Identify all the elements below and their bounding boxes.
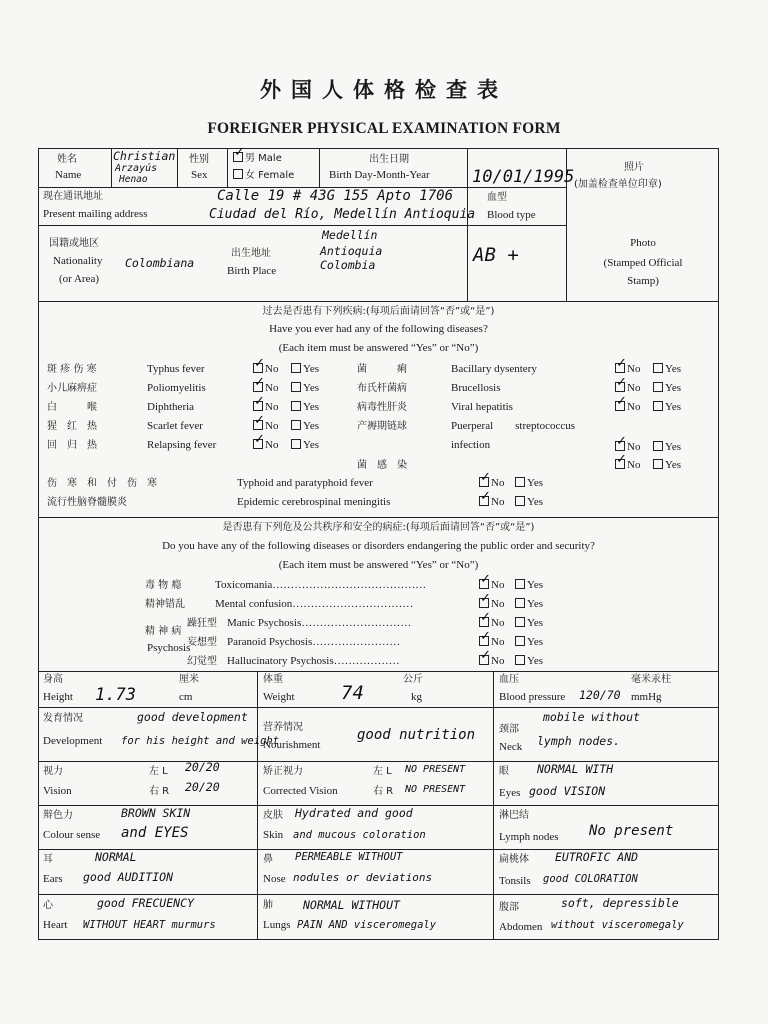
exam-form	[38, 148, 719, 940]
typhus-yes-checkbox[interactable]	[291, 363, 301, 373]
disorder-paranoid: Paranoid Psychosis……………………	[227, 636, 401, 648]
manic-no[interactable]: ✓ No	[479, 617, 504, 630]
diphtheria-no[interactable]: ✓ No	[253, 401, 278, 414]
dysentery-no[interactable]: ✓ No	[615, 363, 640, 376]
colour-sense-label-cn: 辩色力	[43, 810, 73, 821]
corrected-vision-right-value: NO PRESENT	[405, 784, 466, 795]
disease-typhus-cn: 斑 疹 伤 寒	[47, 364, 97, 375]
corrected-vision-label-cn: 矫正视力	[263, 766, 303, 777]
skin-value-2: and mucous coloration	[293, 829, 426, 841]
nationality-label-cn: 国籍或地区	[49, 238, 99, 249]
dysentery-yes[interactable]: Yes	[653, 363, 681, 376]
disorder-manic: Manic Psychosis…………………………	[227, 617, 412, 629]
nose-value-2: nodules or deviations	[293, 871, 433, 884]
disorder-confusion: Mental confusion……………………………	[215, 598, 414, 610]
manic-yes[interactable]: Yes	[515, 617, 543, 630]
relapsing-no-checkbox[interactable]	[253, 439, 263, 449]
sex-female-option[interactable]: 女 Female	[233, 169, 294, 182]
abdomen-value-1: soft, depressible	[561, 896, 679, 910]
hepatitis-yes-checkbox[interactable]	[653, 401, 663, 411]
birth-label: Birth Day-Month-Year	[329, 169, 430, 181]
eyes-value-2: good VISION	[529, 784, 606, 798]
psychosis-label: Psychosis	[147, 642, 191, 654]
address-label: Present mailing address	[43, 208, 148, 220]
nationality-label-area: (or Area)	[59, 273, 100, 285]
sex-male-option[interactable]: ✓男 Male	[233, 152, 282, 165]
photo-label: Photo	[630, 237, 656, 249]
diphtheria-yes[interactable]: Yes	[291, 401, 319, 414]
puerperal-no-checkbox[interactable]	[615, 441, 625, 451]
disorder-toxicomania: Toxicomania……………………………………	[215, 579, 427, 591]
disorder-toxicomania-cn: 毒 物 瘾	[145, 580, 182, 591]
scarlet-yes[interactable]: Yes	[291, 420, 319, 433]
confusion-yes-checkbox[interactable]	[515, 598, 525, 608]
blood-type-label-cn: 血型	[487, 192, 507, 203]
birthplace-line2: Antioquia	[320, 244, 383, 258]
address-line2: Ciudad del Río, Medellín Antioquia	[209, 207, 476, 222]
female-checkbox[interactable]	[233, 169, 243, 179]
meningitis-no-checkbox[interactable]	[479, 496, 489, 506]
hallucinatory-no[interactable]: ✓ No	[479, 655, 504, 668]
disease-typhoid-cn: 伤 寒 和 付 伤 寒	[47, 478, 157, 489]
nationality-value: Colombiana	[125, 256, 195, 270]
name-value-surname: Arzayús	[115, 163, 158, 174]
disease-diphtheria-cn: 白 喉	[47, 402, 97, 413]
typhoid-no[interactable]: ✓ No	[479, 477, 504, 490]
disease-dysentery: Bacillary dysentery	[451, 363, 537, 375]
meningitis-yes-checkbox[interactable]	[515, 496, 525, 506]
brucellosis-yes-checkbox[interactable]	[653, 382, 663, 392]
birthplace-label-cn: 出生地址	[231, 248, 271, 259]
neck-value-1: mobile without	[543, 710, 640, 724]
scarlet-no[interactable]: ✓ No	[253, 420, 278, 433]
birthplace-line1: Medellín	[322, 228, 378, 242]
hepatitis-no[interactable]: ✓ No	[615, 401, 640, 414]
height-label-cn: 身高	[43, 674, 63, 685]
lungs-label: Lungs	[263, 919, 291, 931]
psychosis-label-cn: 精 神 病	[145, 626, 182, 637]
tonsils-value-1: EUTROFIC AND	[555, 850, 639, 864]
corrected-vision-left-value: NO PRESENT	[405, 764, 466, 775]
heart-label-cn: 心	[43, 900, 53, 911]
polio-no-checkbox[interactable]	[253, 382, 263, 392]
heart-value-1: good FRECUENCY	[97, 896, 194, 910]
weight-unit: kg	[411, 691, 422, 703]
typhoid-no-checkbox[interactable]	[479, 477, 489, 487]
blood-type-value: AB +	[473, 244, 519, 266]
disorder-paranoid-cn: 妄想型	[187, 637, 217, 648]
typhoid-yes[interactable]: Yes	[515, 477, 543, 490]
toxicomania-no[interactable]: ✓ No	[479, 579, 504, 592]
ears-value-1: NORMAL	[95, 850, 137, 864]
polio-yes[interactable]: Yes	[291, 382, 319, 395]
confusion-no[interactable]: ✓ No	[479, 598, 504, 611]
meningitis-yes[interactable]: Yes	[515, 496, 543, 509]
birthplace-line3: Colombia	[320, 258, 376, 272]
disease-polio: Poliomyelitis	[147, 382, 206, 394]
height-unit-cn: 厘米	[179, 674, 199, 685]
nourishment-label: Nourishment	[263, 739, 321, 751]
bp-label: Blood pressure	[499, 691, 566, 703]
sex-label-cn: 性别	[189, 154, 209, 165]
development-label: Development	[43, 735, 103, 747]
ears-label: Ears	[43, 873, 63, 885]
address-line1: Calle 19 # 43G 155 Apto 1706	[217, 188, 454, 204]
disorders-header-cn: 是否患有下列危及公共秩序和安全的病症:(每项后面请回答“否”或“是”)	[222, 522, 535, 533]
vision-label-cn: 视力	[43, 766, 63, 777]
vision-right-value: 20/20	[185, 780, 220, 794]
typhus-yes[interactable]: Yes	[291, 363, 319, 376]
disease-diphtheria: Diphtheria	[147, 401, 195, 413]
photo-stamp-label-2: Stamp)	[627, 275, 659, 287]
blood-type-label: Blood type	[487, 209, 536, 221]
manic-no-checkbox[interactable]	[479, 617, 489, 627]
form-title-cn: 外国人体格检查表	[260, 78, 508, 102]
polio-no[interactable]: ✓ No	[253, 382, 278, 395]
development-label-cn: 发育情况	[43, 713, 83, 724]
disorders-header-note: (Each item must be answered “Yes” or “No”)	[278, 559, 479, 571]
bp-value: 120/70	[579, 688, 621, 702]
manic-yes-checkbox[interactable]	[515, 617, 525, 627]
lymph-nodes-label: Lymph nodes	[499, 831, 559, 843]
address-label-cn: 现在通讯地址	[43, 191, 103, 202]
neck-label: Neck	[499, 741, 523, 753]
relapsing-no[interactable]: ✓ No	[253, 439, 278, 452]
disorders-header-en: Do you have any of the following diseases or disorders endangering the public order and security?	[162, 540, 595, 552]
eyes-label-cn: 眼	[499, 766, 509, 777]
disease-hepatitis: Viral hepatitis	[451, 401, 513, 413]
paranoid-no-checkbox[interactable]	[479, 636, 489, 646]
disease-scarlet: Scarlet fever	[147, 420, 203, 432]
disease-puerperal-infection: infection	[451, 439, 491, 451]
disease-puerperal-cn: 产褥期链球	[357, 421, 407, 432]
typhus-no-checkbox[interactable]	[253, 363, 263, 373]
disorder-hallucinatory-cn: 幻觉型	[187, 656, 217, 667]
brucellosis-yes[interactable]: Yes	[653, 382, 681, 395]
development-value-1: good development	[137, 710, 248, 724]
disease-typhus: Typhus fever	[147, 363, 205, 375]
photo-note-cn: (加盖检查单位印章)	[574, 179, 662, 190]
weight-value: 74	[341, 682, 364, 704]
toxicomania-no-checkbox[interactable]	[479, 579, 489, 589]
colour-sense-value-2: and EYES	[121, 825, 189, 841]
confusion-yes[interactable]: Yes	[515, 598, 543, 611]
brucellosis-no-checkbox[interactable]	[615, 382, 625, 392]
male-checkbox[interactable]	[233, 152, 243, 162]
disorder-confusion-cn: 精神错乱	[145, 599, 185, 610]
name-label-cn: 姓名	[57, 154, 77, 165]
eyes-label: Eyes	[499, 787, 521, 799]
disease-brucellosis: Brucellosis	[451, 382, 501, 394]
eyes-value-1: NORMAL WITH	[537, 762, 614, 776]
colour-sense-label: Colour sense	[43, 829, 101, 841]
bp-unit: mmHg	[631, 691, 662, 703]
brucellosis-no[interactable]: ✓ No	[615, 382, 640, 395]
tonsils-value-2: good COLORATION	[543, 873, 638, 885]
disease-meningitis: Epidemic cerebrospinal meningitis	[237, 496, 391, 508]
lymph-nodes-label-cn: 淋巴结	[499, 810, 529, 821]
disease-relapsing-cn: 回 归 热	[47, 440, 97, 451]
lungs-value-2: PAIN AND visceromegaly	[297, 919, 437, 931]
paranoid-yes[interactable]: Yes	[515, 636, 543, 649]
nose-label: Nose	[263, 873, 286, 885]
disease-brucellosis-cn: 布氏杆菌病	[357, 383, 407, 394]
neck-label-cn: 颈部	[499, 724, 519, 735]
infection-no-checkbox[interactable]	[615, 459, 625, 469]
nourishment-value: good nutrition	[357, 727, 476, 743]
vision-right-label: 右 R	[149, 786, 170, 797]
relapsing-yes-checkbox[interactable]	[291, 439, 301, 449]
lymph-nodes-value: No present	[589, 823, 674, 839]
nationality-label: Nationality	[53, 255, 103, 267]
toxicomania-yes-checkbox[interactable]	[515, 579, 525, 589]
puerperal-yes-checkbox[interactable]	[653, 441, 663, 451]
hallucinatory-yes-checkbox[interactable]	[515, 655, 525, 665]
vision-left-label: 左 L	[149, 766, 168, 777]
tonsils-label: Tonsils	[499, 875, 531, 887]
weight-label-cn: 体重	[263, 674, 283, 685]
vision-left-value: 20/20	[185, 760, 220, 774]
colour-sense-value-1: BROWN SKIN	[121, 806, 191, 820]
weight-unit-cn: 公斤	[403, 674, 423, 685]
name-value-first: Christian	[113, 149, 176, 163]
heart-label: Heart	[43, 919, 68, 931]
puerperal-yes[interactable]: Yes	[653, 441, 681, 454]
skin-value-1: Hydrated and good	[295, 806, 413, 820]
bp-label-cn: 血压	[499, 674, 519, 685]
vision-label: Vision	[43, 785, 72, 797]
diphtheria-yes-checkbox[interactable]	[291, 401, 301, 411]
neck-value-2: lymph nodes.	[537, 734, 621, 748]
corrected-vision-label: Corrected Vision	[263, 785, 338, 797]
diseases-header-cn: 过去是否患有下列疾病:(每项后面请回答“否”或“是”)	[262, 306, 495, 317]
relapsing-yes[interactable]: Yes	[291, 439, 319, 452]
disease-scarlet-cn: 猩 红 热	[47, 421, 97, 432]
disease-typhoid: Typhoid and paratyphoid fever	[237, 477, 373, 489]
abdomen-label: Abdomen	[499, 921, 543, 933]
disease-hepatitis-cn: 病毒性肝炎	[357, 402, 407, 413]
name-label: Name	[55, 169, 82, 181]
polio-yes-checkbox[interactable]	[291, 382, 301, 392]
development-value-2: for his height and weight	[121, 735, 280, 747]
tonsils-label-cn: 扁桃体	[499, 854, 529, 865]
form-title-en: FOREIGNER PHYSICAL EXAMINATION FORM	[207, 120, 561, 137]
birth-label-cn: 出生日期	[369, 154, 409, 165]
abdomen-label-cn: 腹部	[499, 902, 519, 913]
disease-meningitis-cn: 流行性脑脊髓膜炎	[47, 497, 127, 508]
disease-relapsing: Relapsing fever	[147, 439, 217, 451]
nourishment-label-cn: 营养情况	[263, 722, 303, 733]
diseases-header-note: (Each item must be answered “Yes” or “No”)	[278, 342, 479, 354]
lungs-label-cn: 肺	[263, 900, 273, 911]
diseases-header-en: Have you ever had any of the following diseases?	[269, 323, 488, 335]
diphtheria-no-checkbox[interactable]	[253, 401, 263, 411]
heart-value-2: WITHOUT HEART murmurs	[83, 919, 216, 931]
infection-yes-checkbox[interactable]	[653, 459, 663, 469]
typhoid-yes-checkbox[interactable]	[515, 477, 525, 487]
name-value-second-surname: Henao	[119, 174, 148, 185]
abdomen-value-2: without visceromegaly	[551, 919, 684, 931]
corrected-vision-left-label: 左 L	[373, 766, 392, 777]
confusion-no-checkbox[interactable]	[479, 598, 489, 608]
weight-label: Weight	[263, 691, 295, 703]
birth-value: 10/01/1995	[472, 167, 575, 187]
paranoid-yes-checkbox[interactable]	[515, 636, 525, 646]
disorder-manic-cn: 躁狂型	[187, 618, 217, 629]
photo-stamp-label: (Stamped Official	[603, 257, 683, 269]
height-unit: cm	[179, 691, 193, 703]
disease-dysentery-cn: 菌 痢	[357, 364, 407, 375]
meningitis-no[interactable]: ✓ No	[479, 496, 504, 509]
lungs-value-1: NORMAL WITHOUT	[303, 898, 400, 912]
toxicomania-yes[interactable]: Yes	[515, 579, 543, 592]
disease-infection-cn: 菌 感 染	[357, 460, 407, 471]
disease-puerperal: Puerperal streptococcus	[451, 420, 576, 432]
hallucinatory-no-checkbox[interactable]	[479, 655, 489, 665]
sex-label: Sex	[191, 169, 208, 181]
scarlet-yes-checkbox[interactable]	[291, 420, 301, 430]
infection-no[interactable]: ✓ No	[615, 459, 640, 472]
hepatitis-no-checkbox[interactable]	[615, 401, 625, 411]
photo-label-cn: 照片	[624, 162, 644, 173]
hepatitis-yes[interactable]: Yes	[653, 401, 681, 414]
height-label: Height	[43, 691, 73, 703]
nose-value-1: PERMEABLE WITHOUT	[295, 851, 403, 863]
hallucinatory-yes[interactable]: Yes	[515, 655, 543, 668]
dysentery-yes-checkbox[interactable]	[653, 363, 663, 373]
birthplace-label: Birth Place	[227, 265, 277, 277]
skin-label-cn: 皮肤	[263, 810, 283, 821]
dysentery-no-checkbox[interactable]	[615, 363, 625, 373]
ears-value-2: good AUDITION	[83, 870, 174, 884]
disease-polio-cn: 小儿麻痹症	[47, 383, 97, 394]
ears-label-cn: 耳	[43, 854, 53, 865]
puerperal-no[interactable]: ✓ No	[615, 441, 640, 454]
bp-unit-cn: 毫米汞柱	[631, 674, 671, 685]
nose-label-cn: 鼻	[263, 854, 273, 865]
skin-label: Skin	[263, 829, 284, 841]
disorder-hallucinatory: Hallucinatory Psychosis………………	[227, 655, 400, 667]
scarlet-no-checkbox[interactable]	[253, 420, 263, 430]
paranoid-no[interactable]: ✓ No	[479, 636, 504, 649]
typhus-no[interactable]: ✓ No	[253, 363, 278, 376]
corrected-vision-right-label: 右 R	[373, 786, 394, 797]
infection-yes[interactable]: Yes	[653, 459, 681, 472]
height-value: 1.73	[95, 685, 136, 705]
